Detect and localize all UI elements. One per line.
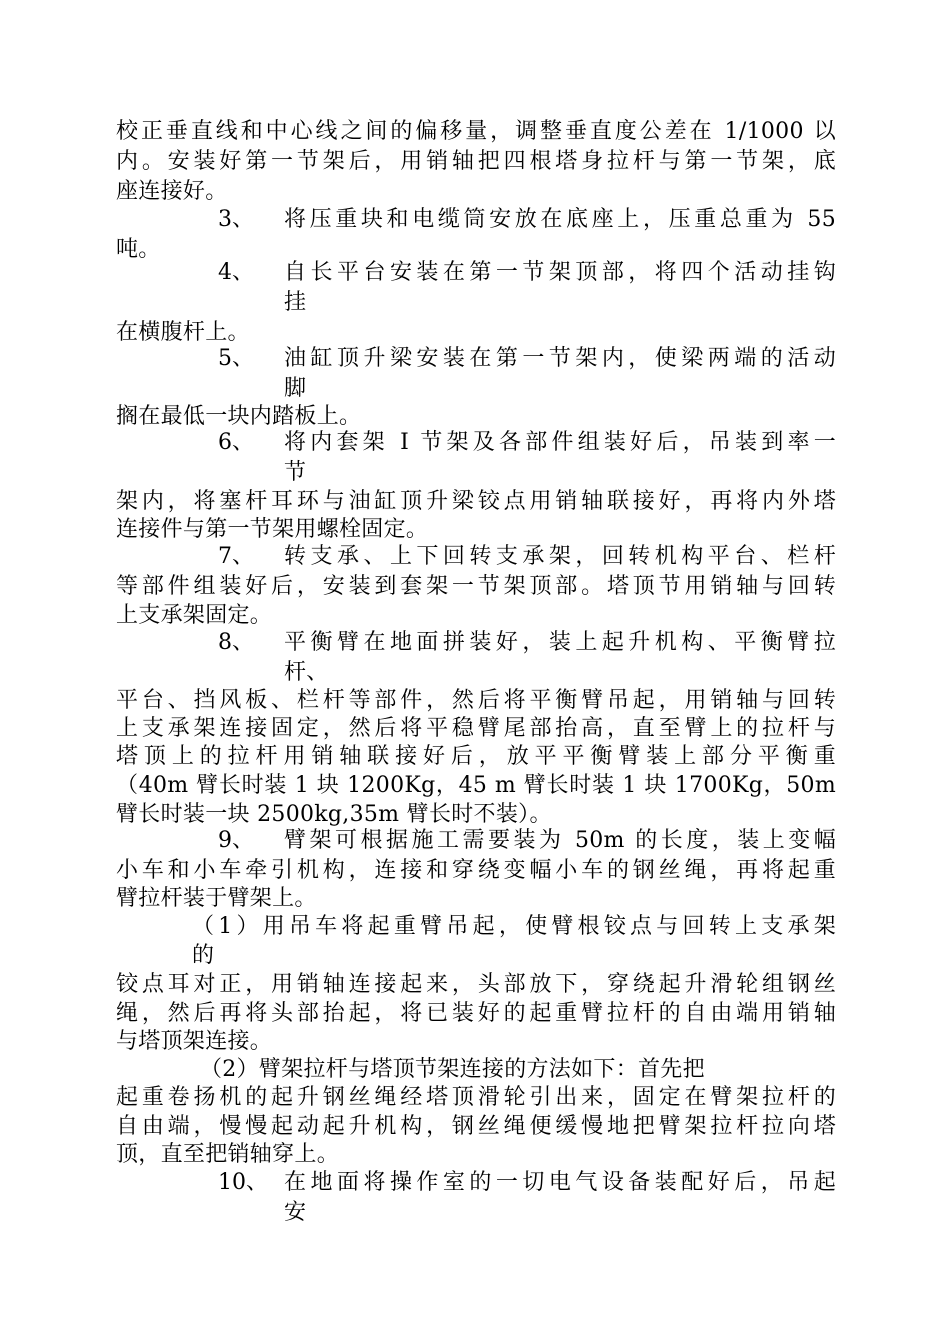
body-line: （40m 臂长时装 1 块 1200Kg，45 m 臂长时装 1 块 1700Kg，50m	[116, 773, 836, 798]
body-line: 搁在最低一块内踏板上。	[116, 404, 362, 429]
item-text: 转支承、上下回转支承架，回转机构平台、栏杆	[284, 544, 836, 569]
item-text: 将压重块和电缆筒安放在底座上，压重总重为 55	[284, 207, 836, 232]
body-line: 小车和小车牵引机构，连接和穿绕变幅小车的钢丝绳，再将起重	[116, 858, 836, 883]
item-text: 臂架可根据施工需要装为 50m 的长度，装上变幅	[284, 828, 836, 853]
body-line: 顶，直至把销轴穿上。	[116, 1142, 340, 1167]
sub-item-continuation: 的	[192, 943, 215, 968]
body-line: 上支承架连接固定，然后将平稳臂尾部抬高，直至臂上的拉杆与	[116, 716, 836, 741]
item-number: 4、	[218, 260, 254, 285]
item-continuation: 安	[284, 1200, 307, 1225]
body-line: 上支承架固定。	[116, 603, 273, 628]
item-number: 3、	[218, 207, 254, 232]
item-number: 5、	[218, 346, 254, 371]
body-line: 臂拉杆装于臂架上。	[116, 886, 317, 911]
body-line: 吨。	[116, 237, 161, 262]
item-number: 10、	[218, 1170, 268, 1195]
body-line: 起重卷扬机的起升钢丝绳经塔顶滑轮引出来，固定在臂架拉杆的	[116, 1085, 836, 1110]
body-line: 绳，然后再将头部抬起，将已装好的起重臂拉杆的自由端用销轴	[116, 1001, 836, 1026]
item-number: 6、	[218, 430, 254, 455]
body-line: 架内，将塞杆耳环与油缸顶升梁铰点用销轴联接好，再将内外塔	[116, 489, 836, 514]
body-line: 铰点耳对正，用销轴连接起来，头部放下，穿绕起升滑轮组钢丝	[116, 972, 836, 997]
item-text: 油缸顶升梁安装在第一节架内，使梁两端的活动	[284, 346, 836, 371]
item-continuation: 挂	[284, 290, 307, 315]
item-text: 将内套架 I 节架及各部件组装好后，吊装到率一	[284, 430, 836, 455]
item-text: 平衡臂在地面拼装好，装上起升机构、平衡臂拉	[284, 630, 836, 655]
body-line: 内。安装好第一节架后，用销轴把四根塔身拉杆与第一节架，底	[116, 149, 836, 174]
body-line: 校正垂直线和中心线之间的偏移量，调整垂直度公差在 1/1000 以	[116, 119, 836, 144]
body-line: 自由端，慢慢起动起升机构，钢丝绳便缓慢地把臂架拉杆拉向塔	[116, 1114, 836, 1139]
body-line: 座连接好。	[116, 179, 228, 204]
item-number: 9、	[218, 828, 254, 853]
body-line: 臂长时装一块 2500kg,35m 臂长时不装）。	[116, 802, 552, 827]
body-line: 在横腹杆上。	[116, 320, 250, 345]
item-text: 自长平台安装在第一节架顶部，将四个活动挂钩	[284, 260, 836, 285]
sub-item-text: （1）用吊车将起重臂吊起，使臂根铰点与回转上支承架	[192, 914, 836, 939]
body-line: 平台、挡风板、栏杆等部件，然后将平衡臂吊起，用销轴与回转	[116, 688, 836, 713]
item-number: 8、	[218, 630, 254, 655]
body-line: 塔顶上的拉杆用销轴联接好后，放平平衡臂装上部分平衡重	[116, 744, 836, 769]
body-line: 与塔顶架连接。	[116, 1029, 273, 1054]
body-line: 连接件与第一节架用螺栓固定。	[116, 517, 429, 542]
sub-item-text: （2）臂架拉杆与塔顶节架连接的方法如下：首先把	[200, 1057, 705, 1082]
item-continuation: 杆、	[284, 660, 329, 685]
item-number: 7、	[218, 544, 254, 569]
item-continuation: 脚	[284, 376, 307, 401]
item-text: 在地面将操作室的一切电气设备装配好后，吊起	[284, 1170, 836, 1195]
item-continuation: 节	[284, 460, 307, 485]
body-line: 等部件组装好后，安装到套架一节架顶部。塔顶节用销轴与回转	[116, 574, 836, 599]
